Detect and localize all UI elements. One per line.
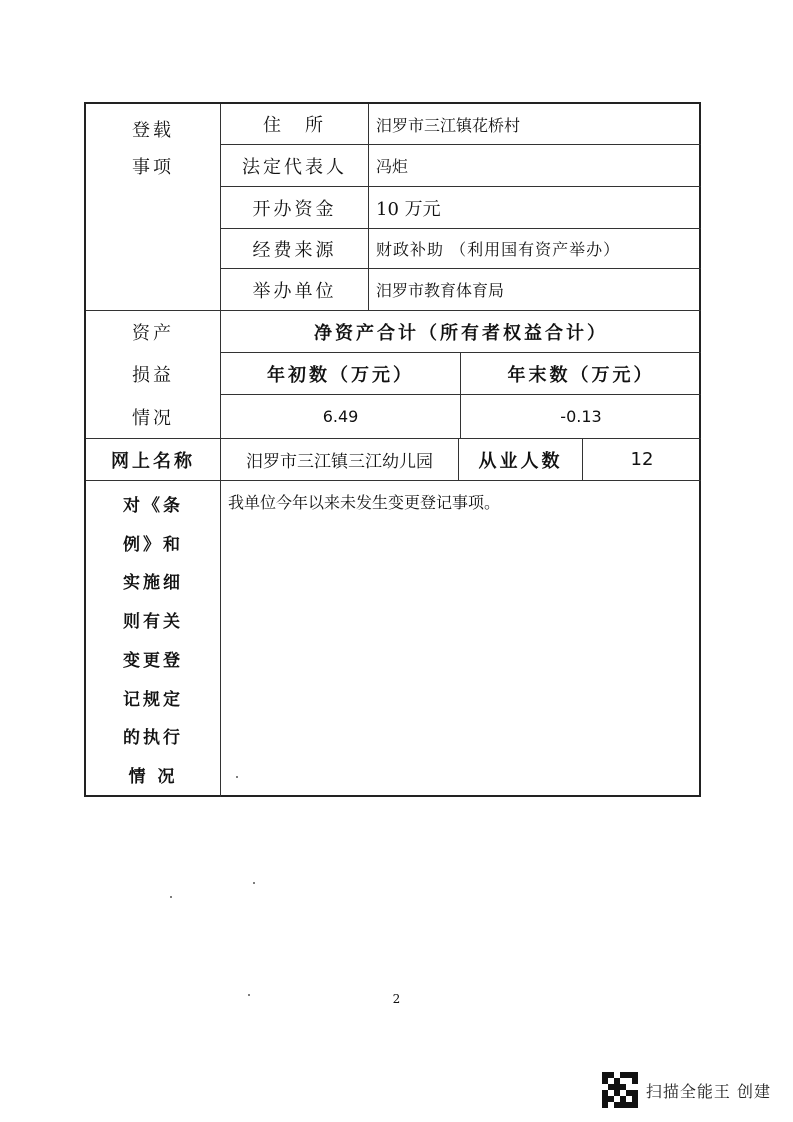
funding-source-value: 财政补助 （利用国有资产举办） xyxy=(376,240,621,259)
staff-count-label: 从业人数 xyxy=(478,450,563,472)
section-label-line: 登载 xyxy=(132,119,174,141)
section-label-line: 实施细 xyxy=(123,573,183,594)
legal-rep-label: 法定代表人 xyxy=(242,156,347,178)
section-label-line: 情况 xyxy=(132,407,174,429)
watermark-text: 扫描全能王 创建 xyxy=(645,1081,771,1101)
capital-label: 开办资金 xyxy=(252,198,337,220)
section-label-line: 的执行 xyxy=(123,728,183,749)
execution-content: 我单位今年以来未发生变更登记事项。 xyxy=(228,493,501,512)
section-label-line: 资产 xyxy=(132,323,174,345)
section-label-line: 对《条 xyxy=(123,495,183,516)
online-name-value: 汨罗市三江镇三江幼儿园 xyxy=(246,452,433,472)
sponsor-label: 举办单位 xyxy=(252,280,337,302)
begin-year-header: 年初数（万元） xyxy=(267,364,414,386)
divider xyxy=(86,480,701,481)
sponsor-value: 汨罗市教育体育局 xyxy=(376,281,505,300)
section-label-line: 事项 xyxy=(132,156,174,178)
end-year-value: -0.13 xyxy=(560,407,602,426)
net-assets-title: 净资产合计（所有者权益合计） xyxy=(314,322,608,344)
funding-source-label: 经费来源 xyxy=(252,239,337,261)
registration-form xyxy=(84,102,701,797)
execution-section-label xyxy=(86,484,220,794)
staff-count-value: 12 xyxy=(630,449,654,470)
address-label: 住 所 xyxy=(263,115,326,136)
page-number: 2 xyxy=(392,992,401,1006)
section-label-line: 变更登 xyxy=(123,650,183,671)
begin-year-value: 6.49 xyxy=(322,407,359,426)
registration-section-label xyxy=(86,110,220,184)
legal-rep-value: 冯炬 xyxy=(376,157,409,176)
section-label-line: 记规定 xyxy=(123,689,183,710)
section-label-line: 情 况 xyxy=(128,767,178,788)
scan-speck xyxy=(170,896,172,898)
section-label-line: 则有关 xyxy=(123,612,183,633)
assets-section-label xyxy=(86,311,220,438)
section-label-line: 损益 xyxy=(132,365,174,387)
capital-value: 10 万元 xyxy=(376,198,441,220)
scan-speck xyxy=(253,882,255,884)
scanner-watermark xyxy=(602,1072,771,1108)
address-value: 汨罗市三江镇花桥村 xyxy=(376,115,521,135)
online-name-label: 网上名称 xyxy=(111,450,195,472)
end-year-header: 年末数（万元） xyxy=(507,364,655,386)
scan-speck xyxy=(236,776,238,778)
section-label-line: 例》和 xyxy=(123,534,183,555)
divider xyxy=(368,104,369,310)
qr-code-icon xyxy=(602,1072,638,1108)
